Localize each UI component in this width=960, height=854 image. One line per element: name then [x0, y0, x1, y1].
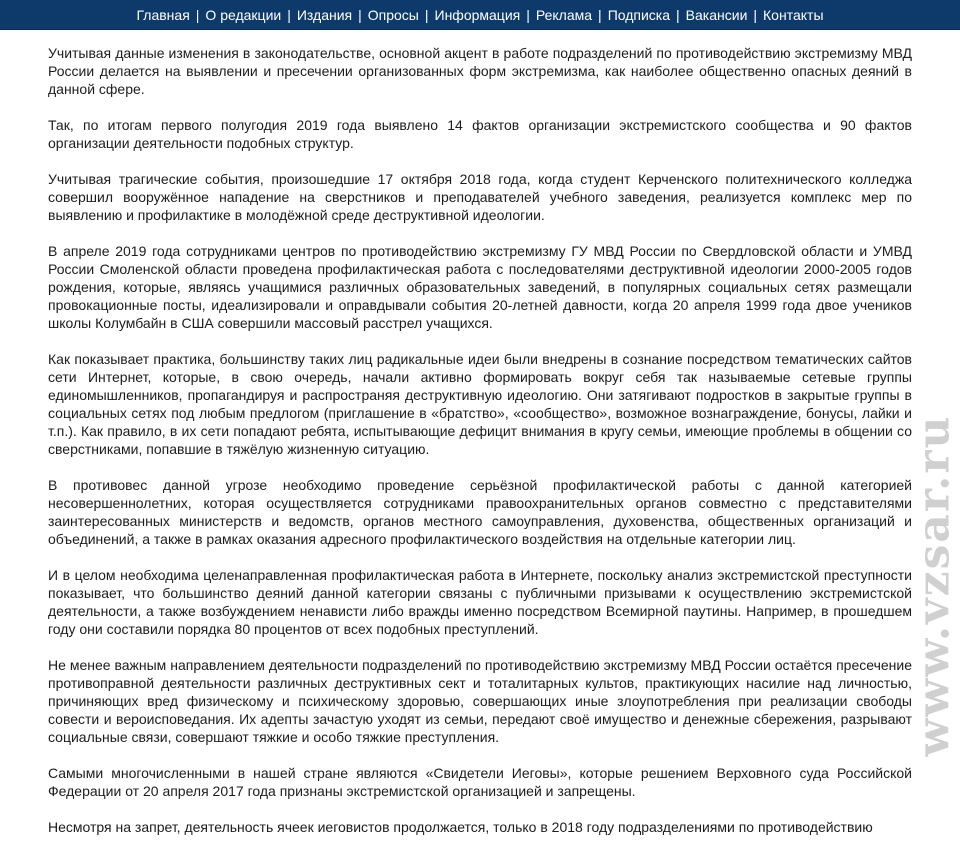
nav-separator: |	[753, 6, 758, 23]
nav-separator: |	[676, 6, 680, 23]
article-paragraph: В апреле 2019 года сотрудниками центров по противодействию экстремизму ГУ МВД России по Свердловской области и УМВД России Смоленской области проведена профилактическая работа с последователями деструктивной идеологии 2000-2005 годов рождения, которые, являясь учащимися различных образовательных заведений, в популярных социальных сетях размещали провокационные посты, идеализировали и оправдывали события 20-летней давности, когда 20 апреля 1999 года двое учеников школы Колумбайн в США совершили массовый расстрел учащихся.	[48, 243, 912, 331]
nav-link-contacts[interactable]: Контакты	[763, 6, 824, 23]
nav-link-information[interactable]: Информация	[434, 6, 521, 23]
article-paragraph: Учитывая трагические события, произошедшие 17 октября 2018 года, когда студент Керченского политехнического колледжа совершил вооружённое нападение на сверстников и преподавателей учебного заведения, реализуется комплекс мер по выявлению и профилактике в молодёжной среде деструктивной идеологии.	[48, 171, 912, 223]
nav-separator: |	[424, 6, 429, 23]
nav-link-advertising[interactable]: Реклама	[535, 6, 593, 23]
article-paragraph: Несмотря на запрет, деятельность ячеек иеговистов продолжается, только в 2018 году подразделениями по противодействию	[48, 819, 873, 835]
nav-link-publications[interactable]: Издания	[296, 6, 353, 23]
site-watermark	[908, 414, 960, 756]
nav-link-subscription[interactable]: Подписка	[607, 6, 671, 23]
article-paragraph: Так, по итогам первого полугодия 2019 года выявлено 14 фактов организации экстремистского сообщества и 90 фактов организации деятельности подобных структур.	[48, 117, 912, 151]
main-navigation	[0, 0, 960, 29]
article-body	[48, 44, 912, 854]
article-paragraph: Не менее важным направлением деятельности подразделений по противодействию экстремизму МВД России остаётся пресечение противоправной деятельности различных деструктивных сект и тоталитарных культов, практикующих насилие над личностью, причиняющих вред физическому и психическому здоровью, совершающих иные злоупотребления при реализации свободы совести и вероисповедания. Их адепты зачастую уходят из семьи, передают своё имущество и денежные сбережения, разрывают социальные связи, совершают тяжкие и особо тяжкие преступления.	[48, 657, 912, 745]
article-paragraph: Как показывает практика, большинству таких лиц радикальные идеи были внедрены в сознание посредством тематических сайтов сети Интернет, которые, в свою очередь, начали активно формировать вокруг себя так называемые сетевые группы единомышленников, пропагандируя и распространяя деструктивную идеологию. Они затягивают подростков в закрытые группы в социальных сетях под любым предлогом (приглашение в «братство», «сообщество», возможное вознаграждение, бонусы, лайки и т.п.). Как правило, в их сети попадают ребята, испытывающие дефицит внимания в кругу семьи, имеющие проблемы в общении со сверстниками, попавшие в тяжёлую жизненную ситуацию.	[48, 351, 912, 457]
nav-separator: |	[358, 6, 362, 23]
nav-separator: |	[287, 6, 291, 23]
article-paragraph: В противовес данной угрозе необходимо проведение серьёзной профилактической работы с данной категорией несовершеннолетних, которая осуществляется сотрудниками правоохранительных органов совместно с представителями заинтересованных министерств и ведомств, органов местного самоуправления, духовенства, общественных организаций и объединений, а также в рамках оказания адресного профилактического воздействия на отдельные категории лиц.	[48, 477, 912, 547]
watermark-text: www.vzsar.ru	[908, 414, 960, 756]
nav-link-polls[interactable]: Опросы	[367, 6, 419, 23]
article-paragraph: Учитывая данные изменения в законодательстве, основной акцент в работе подразделений по противодействию экстремизму МВД России делается на выявлении и пресечении организованных форм экстремизма, как наиболее общественно опасных деяний в данной сфере.	[48, 45, 912, 97]
article-paragraph: Самыми многочисленными в нашей стране являются «Свидетели Иеговы», которые решением Верховного суда Российской Федерации от 20 апреля 2017 года признаны экстремистской организацией и запрещены.	[48, 765, 912, 799]
nav-link-vacancies[interactable]: Вакансии	[685, 6, 748, 23]
nav-link-about[interactable]: О редакции	[205, 6, 282, 23]
nav-separator: |	[526, 6, 530, 23]
article-paragraph: И в целом необходима целенаправленная профилактическая работа в Интернете, поскольку анализ экстремистской преступности показывает, что большинство деяний данной категории связаны с публичными призывами к осуществлению экстремистской деятельности, а также возбуждением ненависти либо вражды именно посредством Всемирной паутины. Например, в прошедшем году они составили порядка 80 процентов от всех подобных преступлений.	[48, 567, 912, 637]
nav-link-home[interactable]: Главная	[136, 6, 190, 23]
nav-separator: |	[195, 6, 200, 23]
nav-separator: |	[598, 6, 602, 23]
